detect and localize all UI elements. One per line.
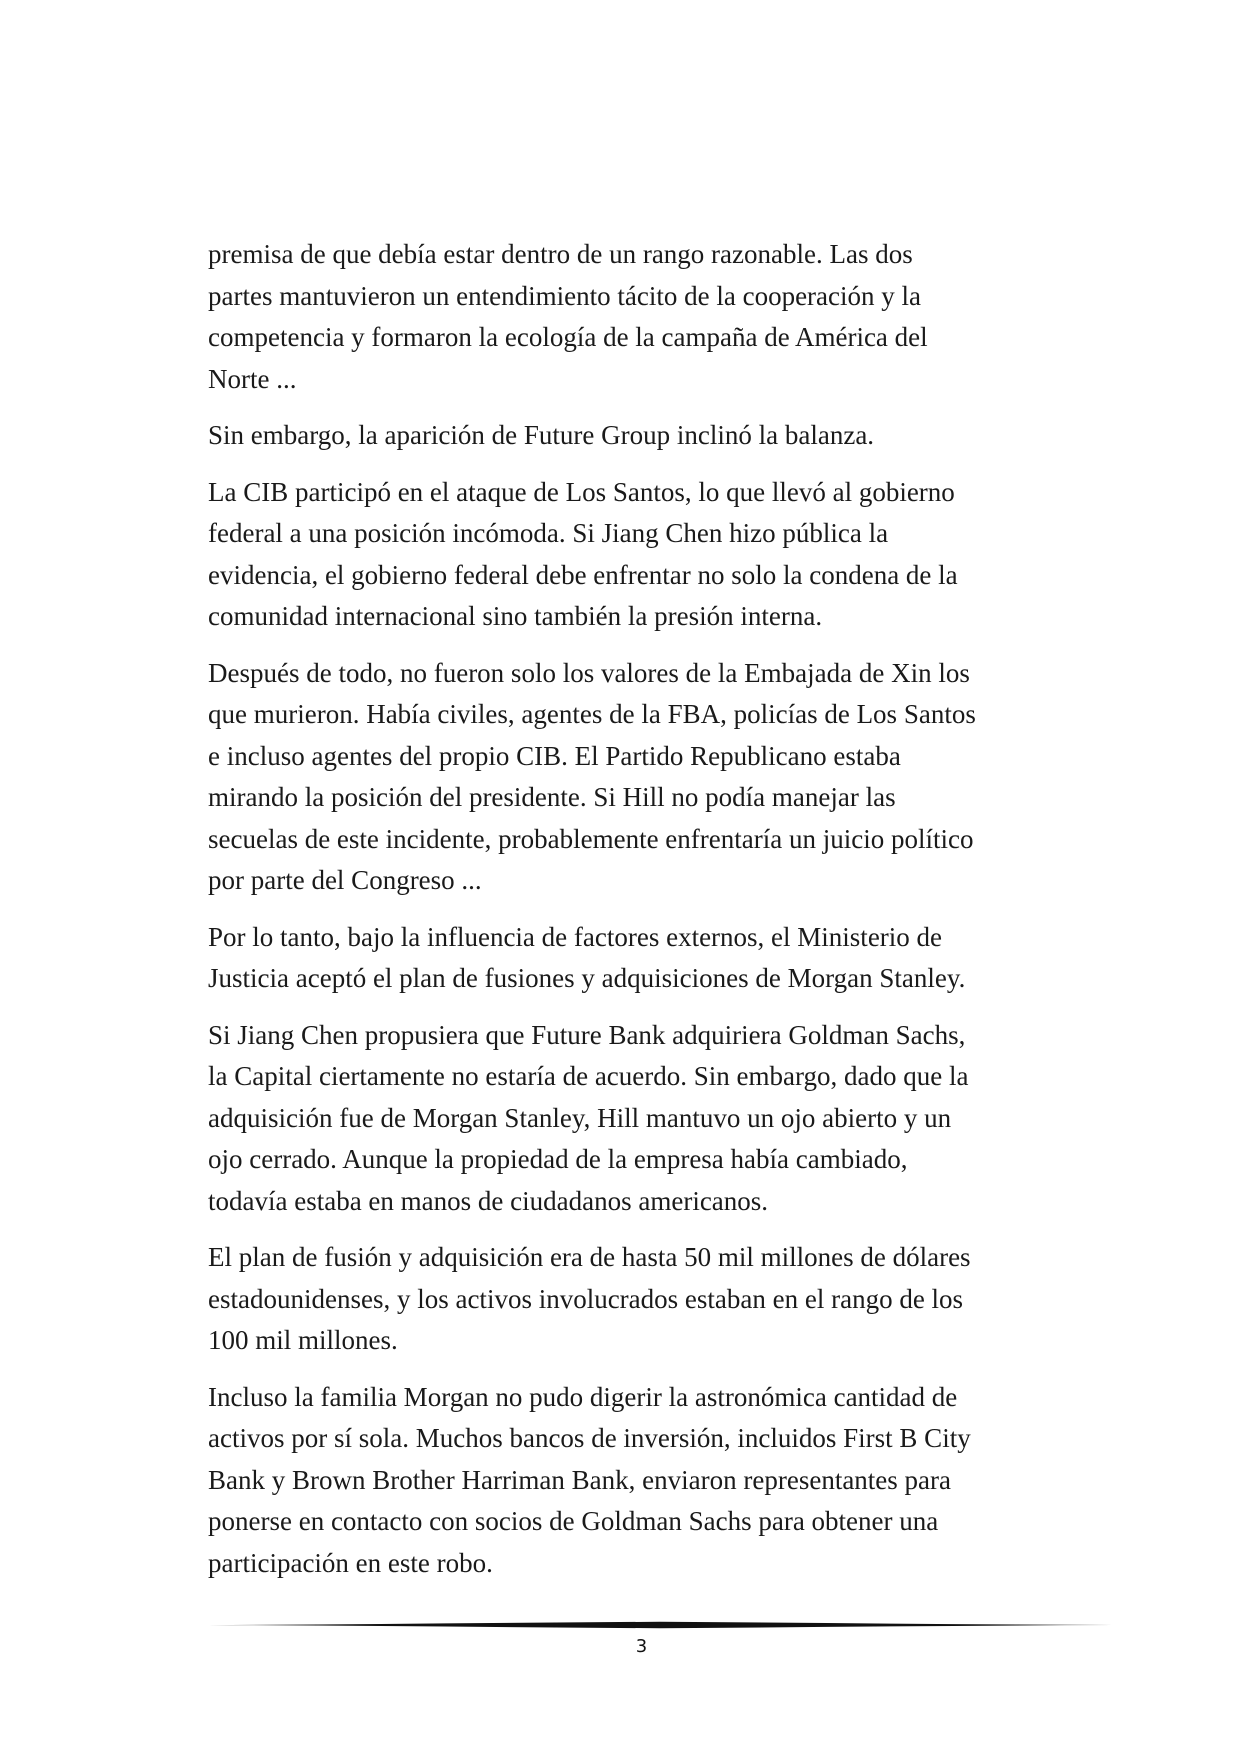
text-line: El plan de fusión y adquisición era de hasta 50 mil millones de dólares (208, 1242, 971, 1272)
text-line: activos por sí sola. Muchos bancos de inversión, incluidos First B City (208, 1423, 971, 1453)
text-line: premisa de que debía estar dentro de un rango razonable. Las dos (208, 239, 913, 269)
text-line: participación en este robo. (208, 1547, 493, 1578)
text-line: la Capital ciertamente no estaría de acuerdo. Sin embargo, dado que la (208, 1061, 969, 1091)
text-line: ojo cerrado. Aunque la propiedad de la empresa había cambiado, (208, 1144, 908, 1174)
text-line: evidencia, el gobierno federal debe enfrentar no solo la condena de la (208, 559, 958, 590)
text-line: Justicia aceptó el plan de fusiones y adquisiciones de Morgan Stanley. (208, 963, 966, 993)
text-line: partes mantuvieron un entendimiento tácito de la cooperación y la (208, 280, 921, 311)
paragraph (208, 472, 1088, 638)
text-line: Incluso la familia Morgan no pudo digerir la astronómica cantidad de (208, 1381, 958, 1412)
text-line: Bank y Brown Brother Harriman Bank, enviaron representantes para (208, 1464, 952, 1495)
footer-divider (208, 1620, 1113, 1630)
body-text (208, 234, 1088, 1599)
paragraph (208, 917, 1088, 1000)
paragraph (208, 1015, 1088, 1223)
paragraph (208, 653, 1088, 902)
text-line: La CIB participó en el ataque de Los Santos, lo que llevó al gobierno (208, 476, 955, 507)
text-line: competencia y formaron la ecología de la campaña de América del (208, 322, 928, 352)
page-number: 3 (635, 1636, 648, 1657)
paragraph (208, 234, 1088, 400)
text-line: secuelas de este incidente, probablemente enfrentaría un juicio político (208, 823, 974, 854)
text-line: Si Jiang Chen propusiera que Future Bank adquiriera Goldman Sachs, (208, 1019, 966, 1050)
text-line: federal a una posición incómoda. Si Jiang Chen hizo pública la (208, 518, 889, 548)
text-line: Después de todo, no fueron solo los valores de la Embajada de Xin los (208, 657, 970, 688)
text-line: comunidad internacional sino también la presión interna. (208, 601, 823, 631)
text-line: ponerse en contacto con socios de Goldman Sachs para obtener una (208, 1506, 939, 1536)
text-line: adquisición fue de Morgan Stanley, Hill mantuvo un ojo abierto y un (208, 1102, 952, 1133)
text-line: 100 mil millones. (208, 1325, 398, 1355)
paragraph (208, 1237, 1088, 1362)
text-line: estadounidenses, y los activos involucrados estaban en el rango de los (208, 1283, 964, 1314)
text-line: Por lo tanto, bajo la influencia de factores externos, el Ministerio de (208, 921, 943, 952)
text-line: mirando la posición del presidente. Si Hill no podía manejar las (208, 782, 896, 812)
paragraph (208, 415, 1088, 457)
text-line: e incluso agentes del propio CIB. El Partido Republicano estaba (208, 740, 901, 771)
text-line: todavía estaba en manos de ciudadanos americanos. (208, 1185, 769, 1216)
text-line: por parte del Congreso ... (208, 865, 482, 895)
text-line: que murieron. Había civiles, agentes de la FBA, policías de Los Santos (208, 699, 976, 729)
text-line: Sin embargo, la aparición de Future Group inclinó la balanza. (208, 420, 875, 450)
text-line: Norte ... (208, 363, 297, 394)
paragraph (208, 1377, 1088, 1585)
